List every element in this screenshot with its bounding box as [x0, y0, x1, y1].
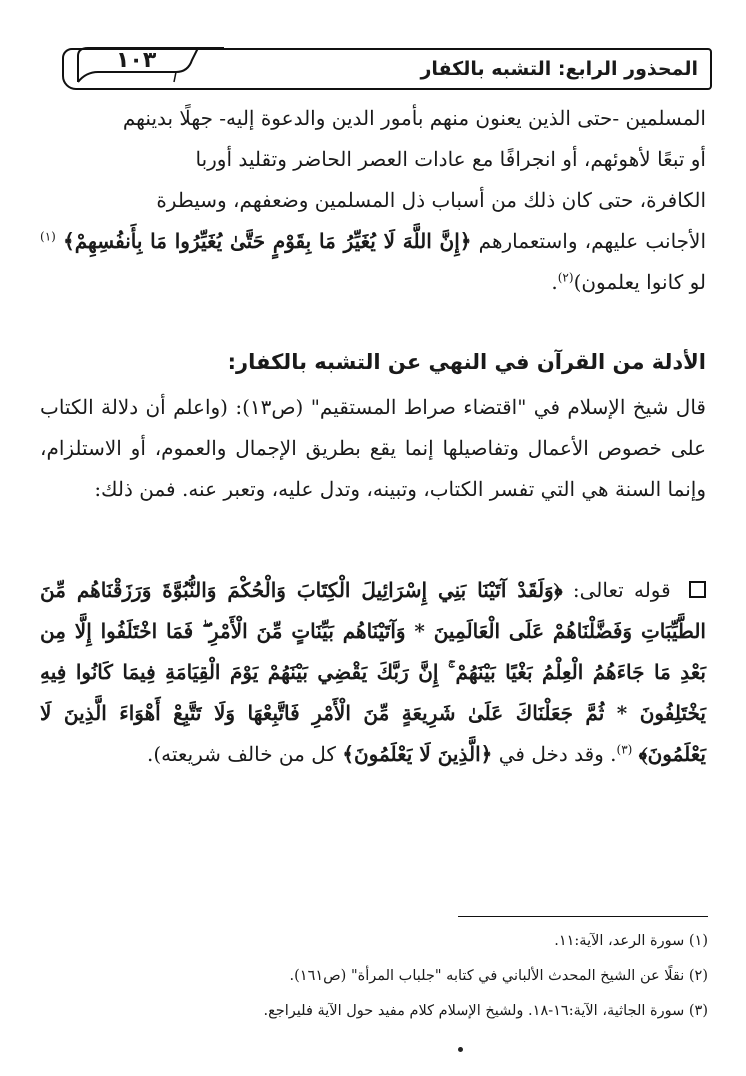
paragraph-2: [40, 387, 706, 510]
paragraph-1-end: .: [551, 270, 558, 294]
paragraph-2-text: قال شيخ الإسلام في "اقتضاء صراط المستقيم" (ص١٣): (واعلم أن دلالة الكتاب على خصوص الأعمال وتفاصيلها إنما يقع بطريق الإجمال والعموم، أو الاستلزام، وإنما السنة هي التي تفسر الكتاب، وتبينه، وتدل عليه، وتعبر عنه. فمن ذلك:: [40, 395, 706, 501]
paragraph-3-middle: . وقد دخل في: [498, 742, 617, 766]
paragraph-1-lead: الأجانب عليهم، واستعمارهم: [478, 229, 706, 253]
footnote-separator: [458, 916, 708, 917]
footnote-ref-2[interactable]: (٢): [557, 270, 574, 285]
section-heading: الأدلة من القرآن في النهي عن التشبه بالكفار:: [227, 350, 706, 374]
paragraph-1-tail: لو كانوا يعلمون): [573, 270, 706, 294]
paragraph-3-text: [40, 570, 706, 775]
paragraph-1: [40, 98, 706, 303]
footnotes: [48, 930, 708, 1035]
page-dot-mark: [458, 1047, 463, 1052]
footnote-2: (٢) نقلًا عن الشيخ المحدث الألباني في كتابه "جلباب المرأة" (ص١٦١).: [289, 968, 708, 984]
footnote-1: (١) سورة الرعد، الآية:١١.: [554, 933, 708, 949]
page-number: ١٠٣: [116, 48, 157, 73]
page-header: [62, 48, 712, 90]
page-number-tab: [76, 42, 226, 86]
paragraph-3-intro: قوله تعالى:: [572, 578, 671, 602]
quran-verse-raad: ﴿إِنَّ اللَّهَ لَا يُغَيِّرُ مَا بِقَوْمٍ حَتَّىٰ يُغَيِّرُوا مَا بِأَنفُسِهِمْ﴾: [62, 229, 472, 253]
paragraph-1-line-3: الكافرة، حتى كان ذلك من أسباب ذل المسلمين وضعفهم، وسيطرة: [156, 188, 706, 212]
square-bullet-icon: [689, 581, 706, 598]
paragraph-1-line-1: المسلمين -حتى الذين يعنون منهم بأمور الدين والدعوة إليه- جهلًا بدينهم: [122, 106, 706, 130]
chapter-title: المحذور الرابع: التشبه بالكفار: [420, 58, 698, 80]
quran-verse-jathiya: ﴿وَلَقَدْ آتَيْنَا بَنِي إِسْرَائِيلَ الْكِتَابَ وَالْحُكْمَ وَالنُّبُوَّةَ وَرَزَقْنَاهُم مِّنَ الطَّيِّبَاتِ وَفَضَّلْنَاهُمْ عَلَى الْعَالَمِينَ * وَآتَيْنَاهُم بَيِّنَاتٍ مِّنَ الْأَمْرِ ۖ فَمَا اخْتَلَفُوا إِلَّا مِن بَعْدِ مَا جَاءَهُمُ الْعِلْمُ بَغْيًا بَيْنَهُمْ ۚ إِنَّ رَبَّكَ يَقْضِي بَيْنَهُمْ يَوْمَ الْقِيَامَةِ فِيمَا كَانُوا فِيهِ يَخْتَلِفُونَ * ثُمَّ جَعَلْنَاكَ عَلَىٰ شَرِيعَةٍ مِّنَ الْأَمْرِ فَاتَّبِعْهَا وَلَا تَتَّبِعْ أَهْوَاءَ الَّذِينَ لَا يَعْلَمُونَ﴾: [40, 578, 706, 766]
footnote-3: (٣) سورة الجاثية، الآية:١٦-١٨. ولشيخ الإسلام كلام مفيد حول الآية فليراجع.: [263, 1003, 708, 1019]
footnote-ref-1[interactable]: (١): [40, 229, 56, 244]
paragraph-3: [40, 570, 706, 775]
quran-phrase: ﴿الَّذِينَ لَا يَعْلَمُونَ﴾: [342, 742, 493, 766]
paragraph-1-line-4: [40, 221, 706, 303]
paragraph-1-line-2: أو تبعًا لأهوئهم، أو انجرافًا مع عادات العصر الحاضر وتقليد أوربا: [195, 147, 706, 171]
paragraph-3-end: كل من خالف شريعته).: [147, 742, 336, 766]
footnote-ref-3[interactable]: (٣): [616, 742, 633, 757]
